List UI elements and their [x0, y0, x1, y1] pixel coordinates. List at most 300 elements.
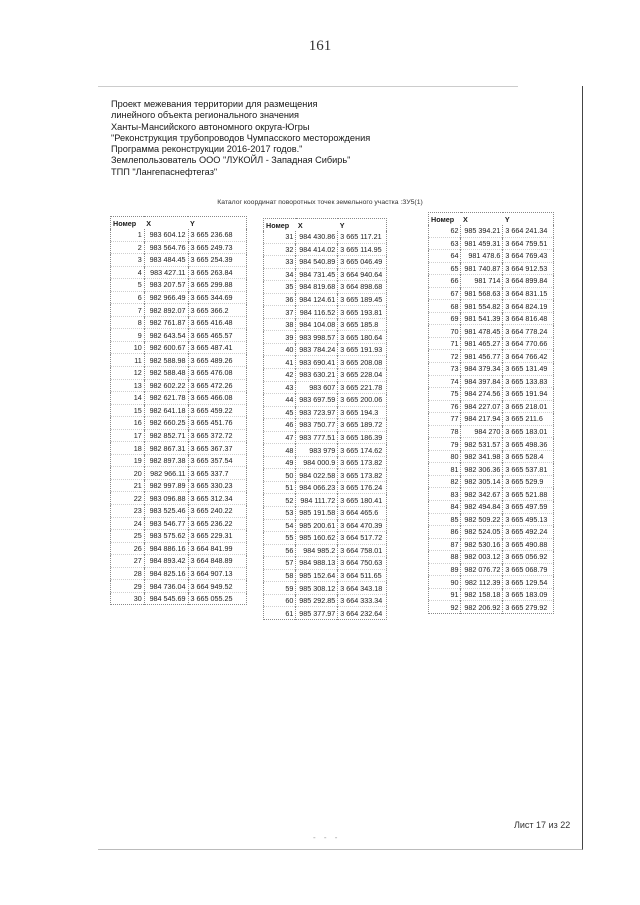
coord-x: 984 825.16: [144, 567, 188, 580]
point-number: 88: [429, 551, 461, 564]
coord-y: 3 665 193.81: [338, 306, 387, 319]
table-row: [264, 381, 387, 394]
point-number: 4: [111, 266, 145, 279]
coord-x: 982 341.98: [461, 450, 503, 463]
table-row: [429, 501, 554, 514]
coord-y: 3 665 344.69: [188, 291, 246, 304]
point-number: 49: [264, 456, 296, 469]
coord-y: 3 664 750.63: [338, 557, 387, 570]
point-number: 89: [429, 563, 461, 576]
point-number: 62: [429, 225, 461, 237]
coord-y: 3 664 759.51: [503, 237, 554, 250]
point-number: 48: [264, 444, 296, 457]
coord-x: 981 714: [461, 275, 503, 288]
coord-x: 982 997.89: [144, 479, 188, 492]
table-row: [264, 544, 387, 557]
table-row: [264, 318, 387, 331]
point-number: 92: [429, 601, 461, 614]
point-number: 81: [429, 463, 461, 476]
table-row: [429, 551, 554, 564]
table-row: [111, 429, 247, 442]
coord-x: 983 525.46: [144, 505, 188, 518]
table-row: [429, 425, 554, 438]
coord-x: 981 465.27: [461, 337, 503, 350]
table-row: [111, 454, 247, 467]
point-number: 73: [429, 363, 461, 376]
table-row: [264, 281, 387, 294]
coord-y: 3 665 528.4: [503, 450, 554, 463]
coord-x: 984 736.04: [144, 580, 188, 593]
coord-x: 984 124.61: [296, 293, 338, 306]
coord-y: 3 664 232.64: [338, 607, 387, 620]
coord-y: 3 664 949.52: [188, 580, 246, 593]
point-number: 9: [111, 329, 145, 342]
coord-x: 982 588.48: [144, 367, 188, 380]
coord-y: 3 665 466.08: [188, 392, 246, 405]
coord-y: 3 664 899.84: [503, 275, 554, 288]
point-number: 80: [429, 450, 461, 463]
coord-x: 982 761.87: [144, 316, 188, 329]
coord-x: 982 588.98: [144, 354, 188, 367]
coord-y: 3 664 816.48: [503, 312, 554, 325]
coord-y: 3 664 343.18: [338, 582, 387, 595]
coord-x: 983 630.21: [296, 369, 338, 382]
table-row: [111, 379, 247, 392]
table-row: [264, 268, 387, 281]
coord-y: 3 665 173.82: [338, 456, 387, 469]
point-number: 69: [429, 312, 461, 325]
table-row: [264, 569, 387, 582]
coord-y: 3 664 517.72: [338, 532, 387, 545]
coord-y: 3 665 211.6: [503, 413, 554, 426]
coord-x: 984 111.72: [296, 494, 338, 507]
table-row: [264, 582, 387, 595]
coord-y: 3 665 228.04: [338, 369, 387, 382]
coord-x: 981 459.31: [461, 237, 503, 250]
coord-x: 982 600.67: [144, 341, 188, 354]
point-number: 52: [264, 494, 296, 507]
coord-x: 981 478.6: [461, 250, 503, 263]
point-number: 3: [111, 254, 145, 267]
coord-x: 982 897.38: [144, 454, 188, 467]
coordinates-table-3: [428, 212, 554, 614]
coord-y: 3 664 831.15: [503, 287, 554, 300]
table-row: [264, 519, 387, 532]
coord-y: 3 664 766.42: [503, 350, 554, 363]
point-number: 34: [264, 268, 296, 281]
coord-y: 3 664 511.65: [338, 569, 387, 582]
point-number: 40: [264, 343, 296, 356]
coord-y: 3 665 236.22: [188, 517, 246, 530]
point-number: 55: [264, 532, 296, 545]
coord-y: 3 665 218.01: [503, 400, 554, 413]
point-number: 70: [429, 325, 461, 338]
point-number: 87: [429, 538, 461, 551]
table-row: [429, 250, 554, 263]
coord-x: 984 893.42: [144, 555, 188, 568]
point-number: 23: [111, 505, 145, 518]
table-row: [429, 463, 554, 476]
coord-y: 3 664 778.24: [503, 325, 554, 338]
table-row: [264, 607, 387, 620]
coord-x: 982 003.12: [461, 551, 503, 564]
coord-x: 985 394.21: [461, 225, 503, 237]
coord-y: 3 664 333.34: [338, 594, 387, 607]
table-row: [429, 563, 554, 576]
coord-x: 982 112.39: [461, 576, 503, 589]
coord-x: 983 546.77: [144, 517, 188, 530]
coord-y: 3 665 498.36: [503, 438, 554, 451]
coord-x: 983 607: [296, 381, 338, 394]
table-row: [429, 350, 554, 363]
coord-x: 982 206.92: [461, 601, 503, 614]
coord-y: 3 664 841.99: [188, 542, 246, 555]
column-header-x: X: [297, 220, 303, 230]
point-number: 7: [111, 304, 145, 317]
table-row: [264, 331, 387, 344]
point-number: 46: [264, 419, 296, 432]
coord-y: 3 665 117.21: [340, 232, 382, 242]
page-number: 161: [308, 38, 332, 54]
coord-y: 3 665 236.68: [190, 230, 233, 240]
table-row: [111, 479, 247, 492]
point-number: 41: [264, 356, 296, 369]
point-number: 61: [264, 607, 296, 620]
point-number: 74: [429, 375, 461, 388]
coord-x: 983 575.62: [144, 530, 188, 543]
coord-x: 982 641.18: [144, 404, 188, 417]
point-number: 90: [429, 576, 461, 589]
coord-y: 3 665 476.08: [188, 367, 246, 380]
point-number: 57: [264, 557, 296, 570]
page-footer-mark: - - -: [313, 833, 341, 842]
coord-y: 3 665 497.59: [503, 501, 554, 514]
sheet-label: Лист 17 из 22: [514, 820, 571, 830]
column-header-x: X: [462, 214, 468, 224]
point-number: 67: [429, 287, 461, 300]
table-row: [264, 394, 387, 407]
column-header-number: Номер: [431, 214, 455, 224]
coord-x: 984 397.84: [461, 375, 503, 388]
point-number: 2: [111, 241, 145, 254]
coord-x: 982 158.18: [461, 588, 503, 601]
table-row: [429, 588, 554, 601]
table-row: [264, 406, 387, 419]
table-row: [111, 592, 247, 605]
coord-y: 3 665 263.84: [188, 266, 246, 279]
point-number: 13: [111, 379, 145, 392]
coordinates-table-2: [263, 218, 387, 620]
table-row: [264, 469, 387, 482]
table-row: [111, 304, 247, 317]
coord-y: 3 665 366.2: [188, 304, 246, 317]
coord-y: 3 664 907.13: [188, 567, 246, 580]
coord-y: 3 665 489.26: [188, 354, 246, 367]
coord-x: 985 191.58: [296, 507, 338, 520]
table-row: [111, 542, 247, 555]
table-row: [264, 532, 387, 545]
coord-x: 985 152.64: [296, 569, 338, 582]
table-row: [429, 375, 554, 388]
coord-x: 985 292.85: [296, 594, 338, 607]
point-number: 72: [429, 350, 461, 363]
point-number: 63: [429, 237, 461, 250]
coord-y: 3 664 770.66: [503, 337, 554, 350]
table-row: [429, 325, 554, 338]
coord-y: 3 665 133.83: [503, 375, 554, 388]
table-row: [111, 341, 247, 354]
column-header-y: Y: [339, 220, 345, 230]
table-row: [111, 442, 247, 455]
coord-x: 983 998.57: [296, 331, 338, 344]
point-number: 1: [111, 229, 145, 241]
coord-y: 3 665 537.81: [503, 463, 554, 476]
coord-x: 983 564.76: [144, 241, 188, 254]
point-number: 8: [111, 316, 145, 329]
coord-y: 3 665 521.88: [503, 488, 554, 501]
table-row: [111, 279, 247, 292]
coord-y: 3 665 229.31: [188, 530, 246, 543]
coord-x: 982 892.07: [144, 304, 188, 317]
point-number: 11: [111, 354, 145, 367]
point-number: 35: [264, 281, 296, 294]
coord-x: 982 966.11: [144, 467, 188, 480]
table-row: [264, 231, 387, 243]
table-row: [429, 337, 554, 350]
coord-x: 983 427.11: [144, 266, 188, 279]
coord-x: 982 342.67: [461, 488, 503, 501]
coord-x: 984 545.69: [144, 592, 188, 605]
catalog-title: Каталог координат поворотных точек земельного участка :ЗУ5(1): [217, 199, 423, 206]
coord-x: 984 270: [461, 425, 503, 438]
coord-x: 981 740.87: [461, 262, 503, 275]
coord-y: 3 664 465.6: [338, 507, 387, 520]
coord-x: 982 076.72: [461, 563, 503, 576]
table-row: [429, 225, 554, 237]
table-row: [264, 456, 387, 469]
header-line: ТПП "Лангепаснефтегаз": [111, 166, 218, 177]
point-number: 56: [264, 544, 296, 557]
coord-x: 984 430.86: [296, 231, 338, 243]
table-row: [429, 526, 554, 539]
point-number: 47: [264, 431, 296, 444]
coord-y: 3 665 279.92: [503, 601, 554, 614]
column-header-x: X: [146, 218, 151, 228]
point-number: 83: [429, 488, 461, 501]
coord-y: 3 665 459.22: [188, 404, 246, 417]
point-number: 20: [111, 467, 145, 480]
table-row: [429, 438, 554, 451]
coord-x: 985 200.61: [296, 519, 338, 532]
header-line: Проект межевания территории для размещения: [111, 99, 318, 109]
coord-x: 985 308.12: [296, 582, 338, 595]
point-number: 44: [264, 394, 296, 407]
table-row: [264, 444, 387, 457]
table-row: [111, 417, 247, 430]
point-number: 42: [264, 369, 296, 382]
column-header-number: Номер: [113, 218, 137, 228]
table-row: [111, 316, 247, 329]
table-row: [111, 254, 247, 267]
table-row: [264, 356, 387, 369]
table-row: [429, 450, 554, 463]
coord-y: 3 665 367.37: [188, 442, 246, 455]
coord-y: 3 665 191.94: [503, 388, 554, 401]
coord-x: 984 217.94: [461, 413, 503, 426]
coord-x: 983 784.24: [296, 343, 338, 356]
coord-y: 3 665 180.64: [338, 331, 387, 344]
coord-x: 982 852.71: [144, 429, 188, 442]
coord-x: 982 867.31: [144, 442, 188, 455]
coord-y: 3 665 055.25: [188, 592, 246, 605]
coord-y: 3 664 898.68: [338, 281, 387, 294]
table-row: [264, 343, 387, 356]
point-number: 5: [111, 279, 145, 292]
coord-y: 3 665 208.08: [338, 356, 387, 369]
coord-x: 981 541.39: [461, 312, 503, 325]
coord-x: 984 886.16: [144, 542, 188, 555]
coord-x: 984 988.13: [296, 557, 338, 570]
coord-x: 982 524.05: [461, 526, 503, 539]
point-number: 27: [111, 555, 145, 568]
header-line: Землепользователь ООО "ЛУКОЙЛ - Западная Сибирь": [111, 155, 351, 166]
coord-x: 984 066.23: [296, 481, 338, 494]
header-line: "Реконструкция трубопроводов Чумпасского месторождения: [111, 132, 371, 143]
coord-x: 983 604.12: [144, 229, 188, 241]
point-number: 77: [429, 413, 461, 426]
table-row: [111, 354, 247, 367]
point-number: 68: [429, 300, 461, 313]
point-number: 76: [429, 400, 461, 413]
coord-y: 3 665 337.7: [188, 467, 246, 480]
coord-x: 983 777.51: [296, 431, 338, 444]
coord-y: 3 664 758.01: [338, 544, 387, 557]
coord-x: 982 494.84: [461, 501, 503, 514]
point-number: 82: [429, 475, 461, 488]
point-number: 36: [264, 293, 296, 306]
table-row: [111, 392, 247, 405]
coord-x: 984 022.58: [296, 469, 338, 482]
coord-x: 982 966.49: [144, 291, 188, 304]
coord-y: 3 665 465.57: [188, 329, 246, 342]
point-number: 60: [264, 594, 296, 607]
column-header-number: Номер: [266, 220, 290, 230]
point-number: 43: [264, 381, 296, 394]
point-number: 26: [111, 542, 145, 555]
table-row: [111, 580, 247, 593]
coord-y: 3 665 174.62: [338, 444, 387, 457]
point-number: 29: [111, 580, 145, 593]
point-number: 58: [264, 569, 296, 582]
table-row: [111, 329, 247, 342]
coord-y: 3 665 495.13: [503, 513, 554, 526]
coord-y: 3 665 240.22: [188, 505, 246, 518]
table-row: [429, 400, 554, 413]
coord-x: 983 723.97: [296, 406, 338, 419]
point-number: 17: [111, 429, 145, 442]
table-row: [429, 300, 554, 313]
coord-x: 982 306.36: [461, 463, 503, 476]
table-row: [264, 431, 387, 444]
table-row: [429, 601, 554, 614]
table-row: [429, 275, 554, 288]
table-row: [111, 291, 247, 304]
point-number: 71: [429, 337, 461, 350]
coord-y: 3 665 056.92: [503, 551, 554, 564]
table-row: [111, 530, 247, 543]
coord-x: 984 414.02: [296, 243, 338, 256]
coord-x: 985 377.97: [296, 607, 338, 620]
table-row: [111, 517, 247, 530]
coord-y: 3 665 183.01: [503, 425, 554, 438]
point-number: 16: [111, 417, 145, 430]
coord-y: 3 665 451.76: [188, 417, 246, 430]
point-number: 59: [264, 582, 296, 595]
coord-y: 3 664 241.34: [505, 226, 548, 236]
coord-y: 3 665 299.88: [188, 279, 246, 292]
coord-y: 3 665 191.93: [338, 343, 387, 356]
point-number: 31: [264, 231, 296, 243]
coord-x: 982 531.57: [461, 438, 503, 451]
coord-y: 3 665 372.72: [188, 429, 246, 442]
point-number: 21: [111, 479, 145, 492]
coord-y: 3 665 176.24: [338, 481, 387, 494]
coord-x: 982 530.16: [461, 538, 503, 551]
coord-x: 982 509.22: [461, 513, 503, 526]
point-number: 91: [429, 588, 461, 601]
point-number: 39: [264, 331, 296, 344]
point-number: 25: [111, 530, 145, 543]
point-number: 10: [111, 341, 145, 354]
coord-y: 3 665 357.54: [188, 454, 246, 467]
coord-y: 3 665 194.3: [338, 406, 387, 419]
table-row: [264, 594, 387, 607]
coord-x: 984 104.08: [296, 318, 338, 331]
coordinates-table-1: [110, 216, 247, 605]
coord-y: 3 665 416.48: [188, 316, 246, 329]
table-row: [264, 369, 387, 382]
coord-y: 3 665 487.41: [188, 341, 246, 354]
table-row: [429, 262, 554, 275]
table-row: [111, 492, 247, 505]
coord-x: 984 985.2: [296, 544, 338, 557]
column-header-y: Y: [190, 218, 195, 228]
point-number: 45: [264, 406, 296, 419]
point-number: 65: [429, 262, 461, 275]
table-row: [429, 576, 554, 589]
coord-y: 3 665 189.72: [338, 419, 387, 432]
coord-x: 984 116.52: [296, 306, 338, 319]
table-row: [264, 494, 387, 507]
coord-y: 3 665 330.23: [188, 479, 246, 492]
coord-y: 3 665 183.09: [503, 588, 554, 601]
table-row: [264, 481, 387, 494]
coord-y: 3 665 490.88: [503, 538, 554, 551]
table-row: [111, 567, 247, 580]
table-row: [429, 513, 554, 526]
point-number: 18: [111, 442, 145, 455]
coord-y: 3 664 470.39: [338, 519, 387, 532]
coord-x: 981 478.45: [461, 325, 503, 338]
point-number: 14: [111, 392, 145, 405]
point-number: 66: [429, 275, 461, 288]
coord-x: 984 227.07: [461, 400, 503, 413]
table-row: [264, 256, 387, 269]
point-number: 19: [111, 454, 145, 467]
coord-x: 981 568.63: [461, 287, 503, 300]
point-number: 84: [429, 501, 461, 514]
point-number: 37: [264, 306, 296, 319]
